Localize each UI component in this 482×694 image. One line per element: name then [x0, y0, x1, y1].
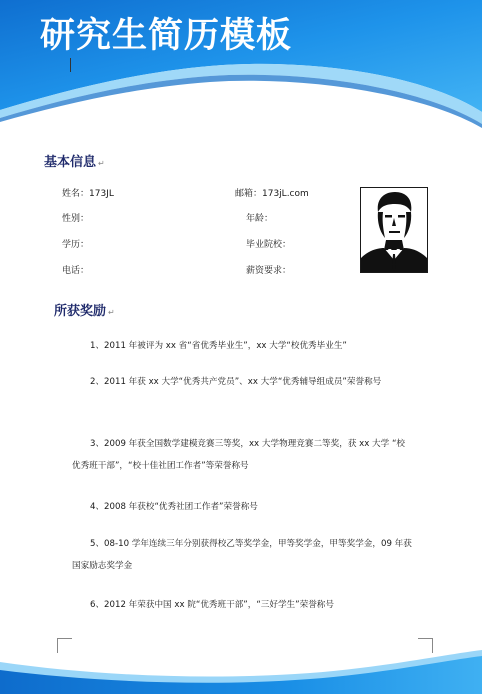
phone-field: 电话：: [62, 266, 90, 276]
basic-info-heading: [44, 151, 105, 170]
resume-title: 研究生简历模板: [40, 16, 293, 56]
awards-heading: [54, 300, 115, 319]
award-item-3: 3、2009 年获全国数学建模竞赛三等奖，xx 大学物理竞赛二等奖，获 xx 大学 “校优秀班干部”，“校十佳社团工作者”等荣誉称号: [72, 439, 406, 471]
award-item-4: 4、2008 年获校“优秀社团工作者”荣誉称号: [90, 502, 258, 512]
salary-field: 薪资要求：: [246, 266, 292, 276]
award-item-6: 6、2012 年荣获中国 xx 院“优秀班干部”，“三好学生”荣誉称号: [90, 600, 334, 610]
text-cursor: [70, 58, 71, 72]
profile-photo: [360, 187, 428, 273]
education-field: 学历：: [62, 240, 90, 250]
age-field: 年龄：: [246, 214, 274, 224]
paragraph-mark-icon: ↵: [108, 308, 115, 317]
name-field: 姓名：173JL: [62, 189, 114, 199]
award-item-1: 1、2011 年被评为 xx 省“省优秀毕业生”，xx 大学“校优秀毕业生”: [90, 341, 347, 351]
award-item-5: 5、08-10 学年连续三年分别获得校乙等奖学金，甲等奖学金，甲等奖学金，09 年获国家励志奖学金: [72, 539, 412, 571]
award-item-2: 2、2011 年获 xx 大学“优秀共产党员”、xx 大学“优秀辅导组成员”荣誉称号: [90, 377, 382, 387]
footer-wave-background: [0, 644, 482, 694]
email-field: 邮箱：173jL.com: [235, 189, 309, 199]
school-field: 毕业院校：: [246, 240, 292, 250]
paragraph-mark-icon: ↵: [98, 159, 105, 168]
basic-info-heading-text: 基本信息: [44, 155, 97, 170]
portrait-icon: [361, 188, 427, 272]
gender-field: 性别：: [62, 214, 90, 224]
awards-heading-text: 所获奖励: [54, 304, 107, 319]
